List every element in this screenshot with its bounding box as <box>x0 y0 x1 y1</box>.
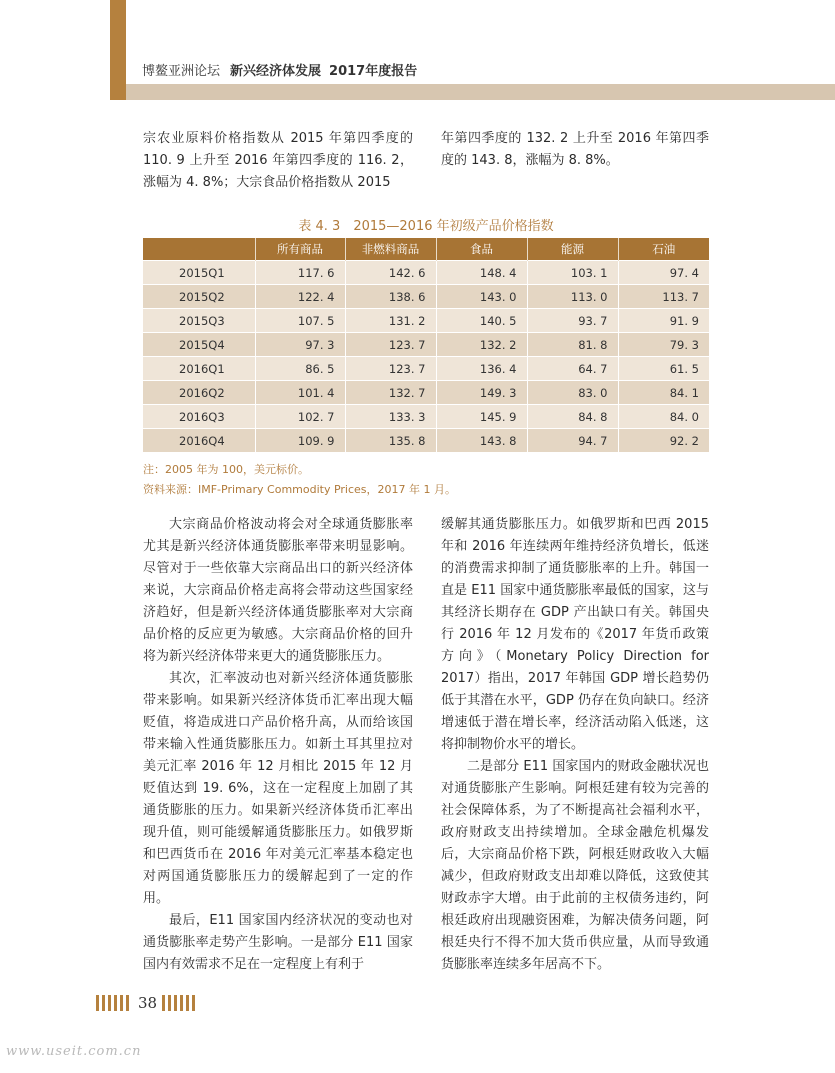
table-header-row <box>143 238 709 261</box>
paragraph: 最后，E11 国家国内经济状况的变动也对通货膨胀率走势产生影响。一是部分 E11 国家国内有效需求不足在一定程度上有利于 <box>143 913 413 972</box>
table-cell: 91. 9 <box>618 309 709 333</box>
table-cell: 94. 7 <box>527 429 618 453</box>
table-title: 表 4. 3 2015—2016 年初级产品价格指数 <box>298 219 554 234</box>
header-report-year: 2017年度报告 <box>329 64 418 79</box>
table-cell: 145. 9 <box>436 405 527 429</box>
table-cell: 93. 7 <box>527 309 618 333</box>
table-cell: 122. 4 <box>255 285 345 309</box>
footer-bars-right <box>162 995 195 1011</box>
header-accent-bar <box>110 0 126 100</box>
table-cell: 138. 6 <box>345 285 436 309</box>
table-source: 资料来源：IMF-Primary Commodity Prices，2017 年 1 月。 <box>143 483 457 496</box>
paragraph: 缓解其通货膨胀压力。如俄罗斯和巴西 2015 年和 2016 年连续两年维持经济负增长，低迷的消费需求抑制了通货膨胀率的上升。韩国一直是 E11 国家中通货膨胀率最低的国家，这与其经济长期存在 GDP 产出缺口有关。韩国央行 2016 年 12 月发布的《2017 年货币政策方向》（Monetary Policy Direction for 2017）指出，2017 年韩国 GDP 增长趋势仍低于其潜在水平，GDP 仍存在负向缺口。经济增速低于潜在增长率，经济活动陷入低迷，这将抑制物价水平的增长。 <box>441 517 709 752</box>
table-cell: 113. 7 <box>618 285 709 309</box>
table-row <box>143 261 709 285</box>
table-cell: 86. 5 <box>255 357 345 381</box>
table-cell: 117. 6 <box>255 261 345 285</box>
table-header-cell <box>143 238 255 261</box>
table-cell: 102. 7 <box>255 405 345 429</box>
table-cell: 107. 5 <box>255 309 345 333</box>
table-cell: 123. 7 <box>345 357 436 381</box>
table-cell: 133. 3 <box>345 405 436 429</box>
header-forum-name: 博鳌亚洲论坛 <box>142 64 221 79</box>
table-note: 注：2005 年为 100，美元标价。 <box>143 463 309 476</box>
table-cell: 92. 2 <box>618 429 709 453</box>
table-cell: 142. 6 <box>345 261 436 285</box>
footer-bars-left <box>96 995 129 1011</box>
table-cell: 103. 1 <box>527 261 618 285</box>
table-cell: 113. 0 <box>527 285 618 309</box>
table-cell: 97. 3 <box>255 333 345 357</box>
table-row <box>143 357 709 381</box>
row-label-cell: 2016Q4 <box>143 429 255 453</box>
table-cell: 61. 5 <box>618 357 709 381</box>
table-header-cell: 能源 <box>527 238 618 261</box>
table-header-cell: 食品 <box>436 238 527 261</box>
table-cell: 84. 1 <box>618 381 709 405</box>
table-cell: 83. 0 <box>527 381 618 405</box>
table-cell: 132. 2 <box>436 333 527 357</box>
row-label-cell: 2015Q1 <box>143 261 255 285</box>
table-cell: 84. 0 <box>618 405 709 429</box>
paragraph: 二是部分 E11 国家国内的财政金融状况也对通货膨胀产生影响。阿根廷建有较为完善的社会保障体系，为了不断提高社会福利水平，政府财政支出持续增加。全球金融危机爆发后，大宗商品价格下跌，阿根廷财政收入大幅减少，但政府财政支出却难以降低，这致使其财政赤字大增。由于此前的主权债务违约，阿根廷政府出现融资困难，为解决债务问题，阿根廷央行不得不加大货币供应量，从而导致通货膨胀率连续多年居高不下。 <box>441 759 709 972</box>
intro-right-column <box>441 128 709 172</box>
table-row <box>143 381 709 405</box>
table-cell: 149. 3 <box>436 381 527 405</box>
row-label-cell: 2016Q2 <box>143 381 255 405</box>
page-number: 38 <box>138 994 158 1012</box>
table-header-cell: 石油 <box>618 238 709 261</box>
table-cell: 81. 8 <box>527 333 618 357</box>
body-right-column <box>441 514 709 976</box>
table-cell: 132. 7 <box>345 381 436 405</box>
table-cell: 101. 4 <box>255 381 345 405</box>
table-row <box>143 405 709 429</box>
intro-left-text: 宗农业原料价格指数从 2015 年第四季度的 110. 9 上升至 2016 年第四季度的 116. 2，涨幅为 4. 8%；大宗食品价格指数从 2015 <box>143 131 413 190</box>
row-label-cell: 2015Q3 <box>143 309 255 333</box>
table-cell: 135. 8 <box>345 429 436 453</box>
table-cell: 131. 2 <box>345 309 436 333</box>
table-cell: 143. 8 <box>436 429 527 453</box>
table-cell: 84. 8 <box>527 405 618 429</box>
table-header-cell: 非燃料商品 <box>345 238 436 261</box>
table-cell: 97. 4 <box>618 261 709 285</box>
row-label-cell: 2015Q4 <box>143 333 255 357</box>
watermark: www.useit.com.cn <box>6 1044 142 1059</box>
table-cell: 79. 3 <box>618 333 709 357</box>
table-header-cell: 所有商品 <box>255 238 345 261</box>
paragraph: 大宗商品价格波动将会对全球通货膨胀率尤其是新兴经济体通货膨胀率带来明显影响。尽管对于一些依靠大宗商品出口的新兴经济体来说，大宗商品价格走高将会带动这些国家经济趋好，但是新兴经济体通货膨胀率对大宗商品价格的反应更为敏感。大宗商品价格的回升将为新兴经济体带来更大的通货膨胀压力。 <box>143 517 413 664</box>
table-cell: 109. 9 <box>255 429 345 453</box>
header-rule <box>126 84 835 100</box>
table-cell: 136. 4 <box>436 357 527 381</box>
table-cell: 64. 7 <box>527 357 618 381</box>
table-cell: 143. 0 <box>436 285 527 309</box>
intro-right-text: 年第四季度的 132. 2 上升至 2016 年第四季度的 143. 8，涨幅为 8. 8%。 <box>441 131 709 168</box>
row-label-cell: 2015Q2 <box>143 285 255 309</box>
table-cell: 123. 7 <box>345 333 436 357</box>
header-topic: 新兴经济体发展 <box>230 64 322 79</box>
price-index-table <box>143 238 709 452</box>
table-cell: 148. 4 <box>436 261 527 285</box>
running-header <box>142 60 417 79</box>
table-row <box>143 333 709 357</box>
body-left-column <box>143 514 413 976</box>
table-row <box>143 309 709 333</box>
paragraph: 其次，汇率波动也对新兴经济体通货膨胀带来影响。如果新兴经济体货币汇率出现大幅贬值，将造成进口产品价格升高，从而给该国带来输入性通货膨胀压力。如新土耳其里拉对美元汇率 2016 年 12 月相比 2015 年 12 月贬值达到 19. 6%，这在一定程度上加剧了其通货膨胀的压力。如果新兴经济体货币汇率出现升值，则可能缓解通货膨胀压力。如俄罗斯和巴西货币在 2016 年对美元汇率基本稳定也对两国通货膨胀压力的缓解起到了一定的作用。 <box>143 671 413 906</box>
row-label-cell: 2016Q3 <box>143 405 255 429</box>
intro-left-column <box>143 128 413 194</box>
table-row <box>143 285 709 309</box>
table-cell: 140. 5 <box>436 309 527 333</box>
table-row <box>143 429 709 453</box>
row-label-cell: 2016Q1 <box>143 357 255 381</box>
